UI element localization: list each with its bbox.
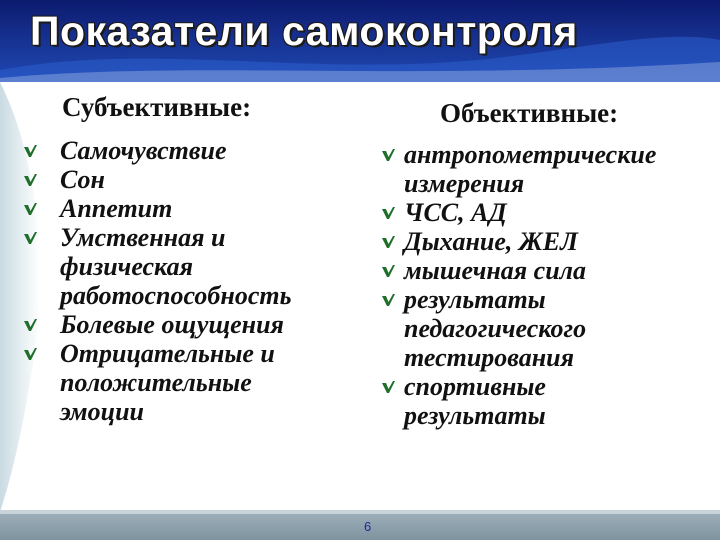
left-list-item bbox=[60, 339, 360, 426]
left-list-item bbox=[60, 165, 360, 194]
check-bullet-icon bbox=[382, 265, 395, 278]
right-list-item bbox=[404, 198, 714, 227]
page-number: 6 bbox=[364, 519, 372, 534]
right-list-item-line: педагогического bbox=[404, 314, 587, 343]
left-list-item bbox=[60, 136, 360, 165]
right-list-item bbox=[404, 140, 714, 198]
left-list-item-line: физическая bbox=[60, 252, 193, 281]
right-list-item-line: результаты bbox=[404, 401, 546, 430]
left-list-item bbox=[60, 194, 360, 223]
check-bullet-icon bbox=[24, 319, 37, 332]
left-list-item-line: Отрицательные и bbox=[60, 339, 275, 368]
objective-list bbox=[404, 140, 714, 430]
right-list-item-line: мышечная сила bbox=[404, 256, 587, 285]
check-bullet-icon bbox=[382, 294, 395, 307]
right-list-item bbox=[404, 372, 714, 430]
slide-footer bbox=[0, 510, 720, 540]
left-list-item-line: Аппетит bbox=[60, 194, 173, 223]
slide-header bbox=[0, 0, 720, 82]
left-list-item-line: Самочувствие bbox=[60, 136, 227, 165]
left-list-item-line: Умственная и bbox=[60, 223, 226, 252]
right-list-item-line: Дыхание, ЖЕЛ bbox=[404, 227, 578, 256]
check-bullet-icon bbox=[24, 348, 37, 361]
left-list-item bbox=[60, 223, 360, 310]
left-list-item-line: Сон bbox=[60, 165, 105, 194]
check-bullet-icon bbox=[24, 145, 37, 158]
right-list-item-line: антропометрические bbox=[404, 140, 657, 169]
check-bullet-icon bbox=[24, 232, 37, 245]
left-list-item bbox=[60, 310, 360, 339]
left-column-heading: Субъективные: bbox=[62, 92, 252, 122]
right-column-heading: Объективные: bbox=[440, 98, 619, 128]
check-bullet-icon bbox=[382, 207, 395, 220]
check-bullet-icon bbox=[382, 236, 395, 249]
left-list-item-line: работоспособность bbox=[60, 281, 292, 310]
left-list-item-line: Болевые ощущения bbox=[60, 310, 284, 339]
subjective-list bbox=[60, 136, 360, 426]
right-list-item-line: спортивные bbox=[404, 372, 546, 401]
check-bullet-icon bbox=[24, 174, 37, 187]
footer-top-bar bbox=[0, 510, 720, 514]
right-list-item bbox=[404, 256, 714, 285]
check-bullet-icon bbox=[382, 149, 395, 162]
check-bullet-icon bbox=[24, 203, 37, 216]
right-list-item-line: тестирования bbox=[404, 343, 575, 372]
left-list-item-line: положительные bbox=[60, 368, 252, 397]
right-list-item bbox=[404, 285, 714, 372]
check-bullet-icon bbox=[382, 381, 395, 394]
right-list-item-line: измерения bbox=[404, 169, 525, 198]
left-list-item-line: эмоции bbox=[60, 397, 144, 426]
slide-title: Показатели самоконтроля bbox=[30, 8, 578, 54]
right-list-item bbox=[404, 227, 714, 256]
right-list-item-line: ЧСС, АД bbox=[404, 198, 507, 227]
right-list-item-line: результаты bbox=[404, 285, 546, 314]
